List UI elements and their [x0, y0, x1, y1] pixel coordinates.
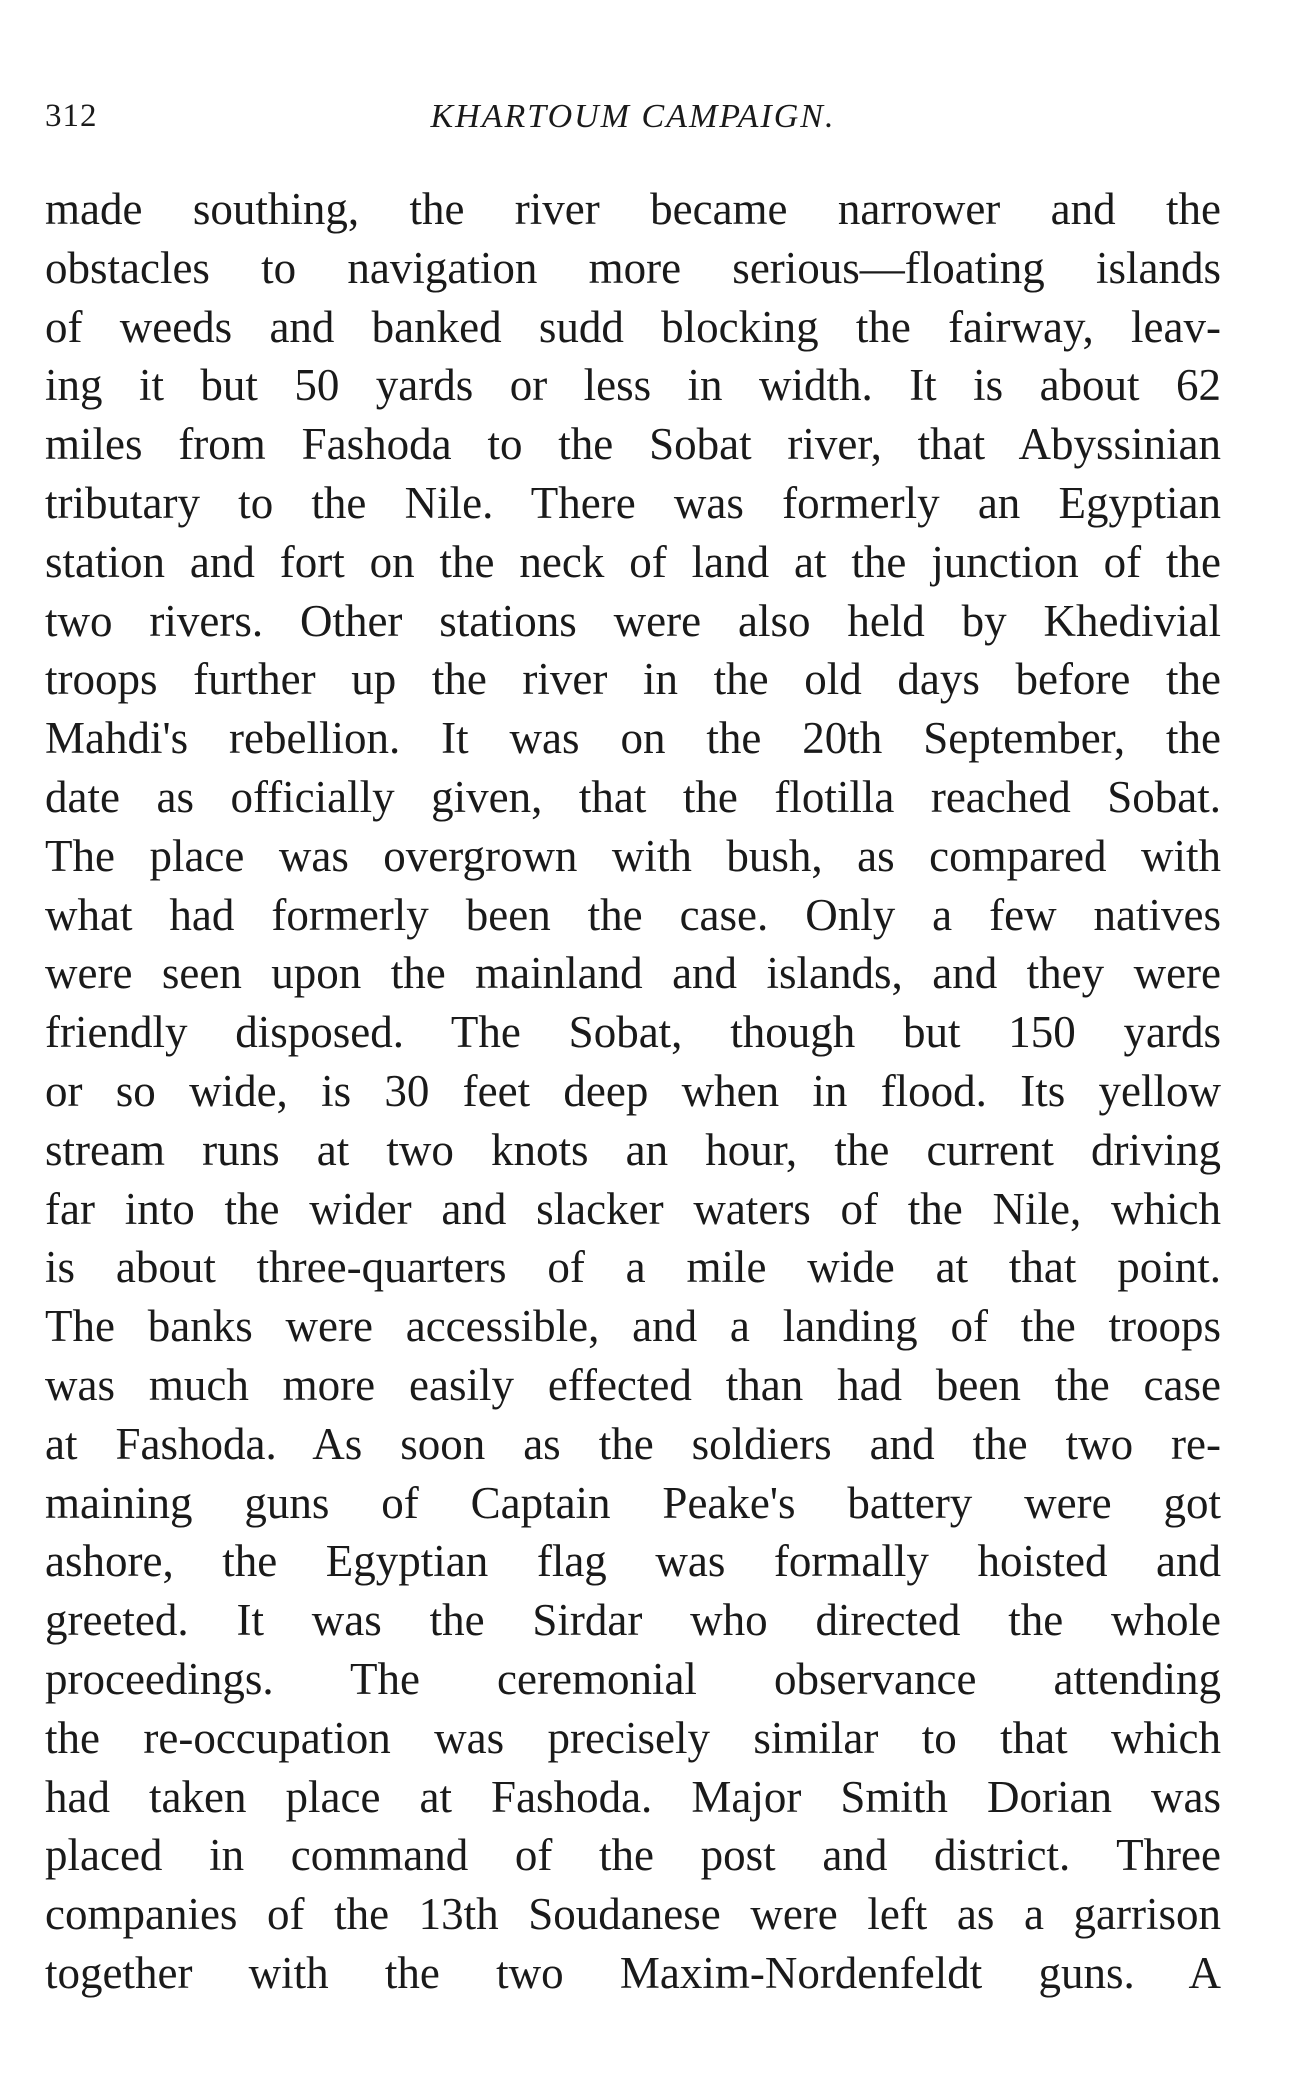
text-line: the re-occupation was precisely similar to that which [45, 1712, 1221, 1763]
text-line: together with the two Maxim-Nordenfeldt guns. A [45, 1947, 1221, 1998]
text-line: two rivers. Other stations were also held by Khedivial [45, 595, 1221, 646]
text-line: stream runs at two knots an hour, the current driving [45, 1124, 1221, 1175]
text-line: The place was overgrown with bush, as compared with [45, 830, 1221, 881]
text-line: what had formerly been the case. Only a few natives [45, 889, 1221, 940]
text-line: placed in command of the post and district. Three [45, 1830, 1221, 1881]
text-line: obstacles to navigation more serious—floating islands [45, 242, 1221, 293]
page-header [45, 98, 1221, 142]
text-line: was much more easily effected than had been the case [45, 1359, 1221, 1410]
text-line: The banks were accessible, and a landing of the troops [45, 1301, 1221, 1352]
text-line: ing it but 50 yards or less in width. It is about 62 [45, 360, 1221, 411]
text-line: companies of the 13th Soudanese were left as a garrison [45, 1889, 1221, 1940]
text-line: of weeds and banked sudd blocking the fairway, leav- [45, 301, 1221, 352]
text-line: greeted. It was the Sirdar who directed the whole [45, 1595, 1221, 1646]
running-head: KHARTOUM CAMPAIGN. [430, 98, 836, 135]
text-line: troops further up the river in the old days before the [45, 654, 1221, 705]
text-line: maining guns of Captain Peake's battery were got [45, 1477, 1221, 1528]
text-line: is about three-quarters of a mile wide at that point. [45, 1242, 1221, 1293]
text-line: Mahdi's rebellion. It was on the 20th September, the [45, 713, 1221, 764]
text-line: or so wide, is 30 feet deep when in flood. Its yellow [45, 1065, 1221, 1116]
text-line: tributary to the Nile. There was formerly an Egyptian [45, 477, 1221, 528]
page-number: 312 [45, 98, 98, 134]
body-paragraph [45, 180, 1221, 2003]
text-line: at Fashoda. As soon as the soldiers and the two re- [45, 1418, 1221, 1469]
text-line: miles from Fashoda to the Sobat river, that Abyssinian [45, 419, 1221, 470]
text-line: were seen upon the mainland and islands, and they were [45, 948, 1221, 999]
text-line: date as officially given, that the flotilla reached Sobat. [45, 771, 1221, 822]
text-line: proceedings. The ceremonial observance attending [45, 1653, 1221, 1704]
text-line: made southing, the river became narrower and the [45, 184, 1221, 234]
text-line: ashore, the Egyptian flag was formally hoisted and [45, 1536, 1221, 1587]
text-line: far into the wider and slacker waters of the Nile, which [45, 1183, 1221, 1234]
text-line: station and fort on the neck of land at the junction of the [45, 536, 1221, 587]
text-line: friendly disposed. The Sobat, though but 150 yards [45, 1007, 1221, 1058]
text-line: had taken place at Fashoda. Major Smith Dorian was [45, 1771, 1221, 1822]
